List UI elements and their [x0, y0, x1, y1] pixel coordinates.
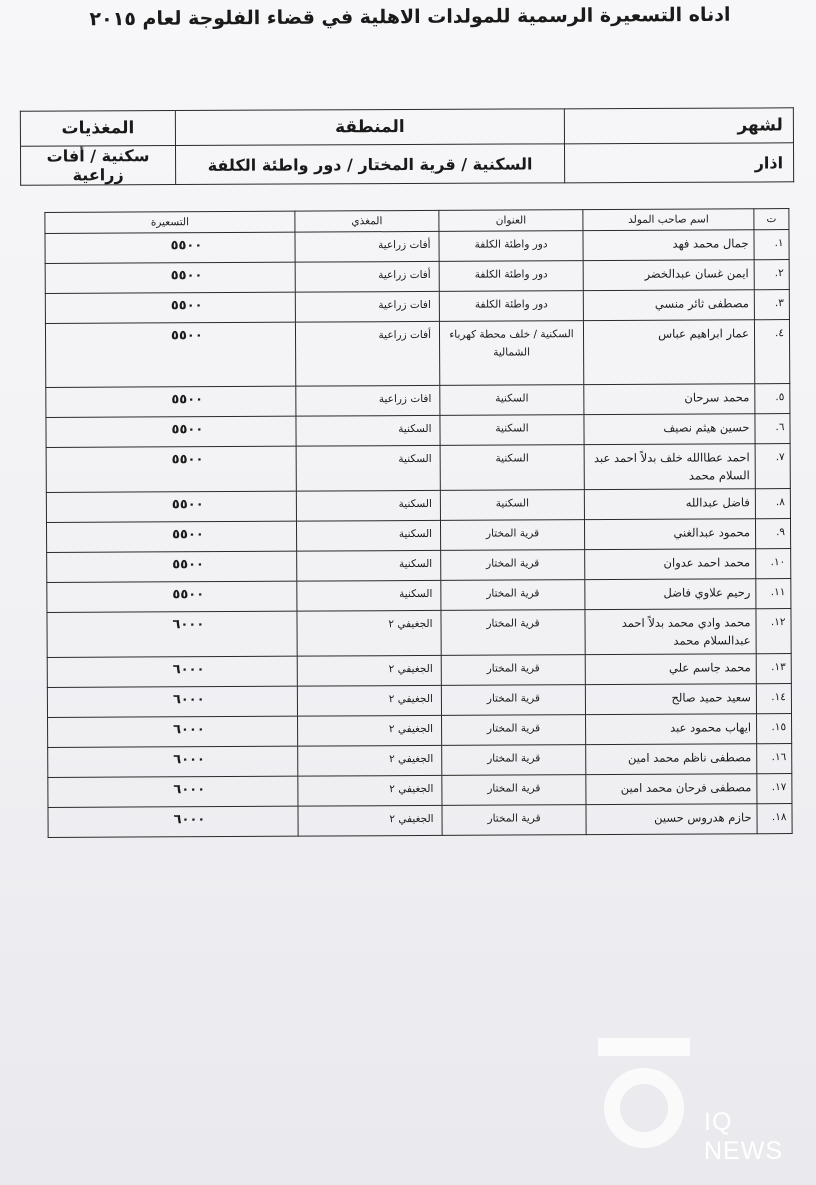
summary-feeders-value: سكنية / أفات زراعية: [20, 146, 175, 186]
row-number-cell: ١٣.: [756, 654, 791, 684]
owner-name-cell: مصطفى ثائر منسي: [583, 290, 754, 321]
price-cell: ٦٠٠٠: [48, 716, 298, 747]
address-cell: السكنية: [440, 415, 584, 446]
address-cell: قرية المختار: [441, 655, 585, 686]
row-number-cell: ١٤.: [756, 684, 791, 714]
feeder-cell: أفات زراعية: [295, 261, 439, 292]
table-row: [46, 444, 790, 493]
price-cell: ٦٠٠٠: [47, 686, 297, 717]
row-number-cell: ١٢.: [756, 609, 791, 654]
feeder-cell: الجغيفي ٢: [298, 775, 442, 806]
summary-month-value: اذار: [564, 143, 793, 183]
row-number-cell: ٥.: [755, 384, 790, 414]
price-cell: ٦٠٠٠: [47, 656, 297, 687]
table-row: [46, 384, 790, 418]
feeder-cell: الجغيفي ٢: [298, 745, 442, 776]
iq-news-watermark-text: IQ NEWS: [704, 1108, 783, 1165]
row-number-cell: ١١.: [756, 579, 791, 609]
price-cell: ٥٥٠٠: [46, 521, 296, 552]
col-header-address: العنوان: [439, 210, 583, 232]
generators-table: [44, 208, 792, 838]
owner-name-cell: جمال محمد فهد: [583, 230, 754, 261]
address-cell: قرية المختار: [441, 610, 585, 656]
owner-name-cell: محمد جاسم علي: [585, 654, 756, 685]
price-cell: ٥٥٠٠: [45, 322, 295, 387]
col-header-owner: اسم صاحب المولد: [583, 209, 754, 231]
owner-name-cell: سعيد حميد صالح: [585, 684, 756, 715]
owner-name-cell: عمار ابراهيم عباس: [583, 320, 754, 385]
owner-name-cell: محمود عبدالغني: [584, 519, 755, 550]
row-number-cell: ٨.: [755, 489, 790, 519]
address-cell: دور واطئة الكلفة: [439, 261, 583, 292]
price-cell: ٥٥٠٠: [46, 386, 296, 417]
col-header-num: ت: [754, 209, 789, 230]
price-cell: ٥٥٠٠: [45, 232, 295, 263]
summary-header-row: [20, 108, 793, 146]
owner-name-cell: رحيم علاوي فاضل: [585, 579, 756, 610]
row-number-cell: ١٦.: [757, 744, 792, 774]
owner-name-cell: ايهاب محمود عبد: [586, 714, 757, 745]
address-cell: قرية المختار: [442, 745, 586, 776]
address-cell: السكنية: [440, 385, 584, 416]
owner-name-cell: احمد عطاالله خلف بدلاً احمد عبد السلام محمد: [584, 444, 755, 490]
address-cell: قرية المختار: [442, 805, 586, 836]
table-row: [47, 549, 791, 583]
owner-name-cell: حسين هيثم نصيف: [584, 414, 755, 445]
feeder-cell: الجغيفي ٢: [297, 655, 441, 686]
feeder-cell: السكنية: [296, 415, 440, 446]
table-row: [48, 714, 792, 748]
summary-table: [20, 107, 794, 185]
feeder-cell: السكنية: [297, 550, 441, 581]
feeder-cell: السكنية: [296, 445, 440, 491]
feeder-cell: أفات زراعية: [295, 321, 439, 386]
address-cell: دور واطئة الكلفة: [439, 231, 583, 262]
feeder-cell: السكنية: [297, 580, 441, 611]
table-row: [45, 230, 789, 264]
table-row: [46, 414, 790, 448]
row-number-cell: ٢.: [754, 260, 789, 290]
table-row: [47, 609, 791, 658]
owner-name-cell: مصطفى ناظم محمد امين: [586, 744, 757, 775]
table-row: [48, 744, 792, 778]
address-cell: السكنية / خلف محطة كهرباء الشمالية: [439, 321, 583, 386]
price-cell: ٥٥٠٠: [47, 551, 297, 582]
price-cell: ٦٠٠٠: [47, 611, 297, 657]
address-cell: قرية المختار: [441, 550, 585, 581]
col-header-feeder: المغذي: [295, 210, 439, 232]
row-number-cell: ٧.: [755, 444, 790, 489]
summary-month-header: لشهر: [564, 108, 793, 144]
address-cell: قرية المختار: [442, 715, 586, 746]
table-row: [47, 579, 791, 613]
address-cell: دور واطئة الكلفة: [439, 291, 583, 322]
owner-name-cell: محمد سرحان: [584, 384, 755, 415]
table-row: [45, 290, 789, 324]
feeder-cell: الجغيفي ٢: [297, 685, 441, 716]
owner-name-cell: حازم هدروس حسين: [586, 804, 757, 835]
feeder-cell: أفات زراعية: [295, 231, 439, 262]
owner-name-cell: محمد وادي محمد بدلاً احمد عبدالسلام محمد: [585, 609, 756, 655]
summary-region-header: المنطقة: [175, 109, 564, 146]
address-cell: قرية المختار: [441, 580, 585, 611]
table-row: [46, 489, 790, 523]
price-cell: ٥٥٠٠: [47, 581, 297, 612]
row-number-cell: ١٥.: [757, 714, 792, 744]
row-number-cell: ١٠.: [756, 549, 791, 579]
owner-name-cell: محمد احمد عدوان: [585, 549, 756, 580]
table-row: [47, 654, 791, 688]
price-cell: ٦٠٠٠: [48, 776, 298, 807]
summary-region-value: السكنية / قرية المختار / دور واطئة الكلفة: [175, 144, 564, 185]
price-cell: ٥٥٠٠: [46, 491, 296, 522]
feeder-cell: السكنية: [296, 520, 440, 551]
page-title: ادناه التسعيرة الرسمية للمولدات الاهلية في قضاء الفلوجة لعام ٢٠١٥: [89, 3, 731, 31]
address-cell: قرية المختار: [440, 520, 584, 551]
feeder-cell: الجغيفي ٢: [297, 610, 441, 656]
table-row: [48, 804, 792, 838]
owner-name-cell: ايمن غسان عبدالخضر: [583, 260, 754, 291]
table-row: [47, 684, 791, 718]
row-number-cell: ٦.: [755, 414, 790, 444]
price-cell: ٥٥٠٠: [46, 416, 296, 447]
address-cell: قرية المختار: [442, 775, 586, 806]
row-number-cell: ٤.: [754, 320, 789, 384]
feeder-cell: السكنية: [296, 490, 440, 521]
summary-feeders-header: المغذيات: [20, 111, 175, 147]
price-cell: ٦٠٠٠: [48, 746, 298, 777]
table-row: [45, 320, 789, 388]
price-cell: ٥٥٠٠: [46, 446, 296, 492]
row-number-cell: ٣.: [754, 290, 789, 320]
feeder-cell: الجغيفي ٢: [298, 805, 442, 836]
owner-name-cell: فاضل عبدالله: [584, 489, 755, 520]
feeder-cell: الجغيفي ٢: [298, 715, 442, 746]
col-header-price: التسعيرة: [45, 211, 295, 233]
price-cell: ٥٥٠٠: [45, 292, 295, 323]
table-row: [46, 519, 790, 553]
price-cell: ٦٠٠٠: [48, 806, 298, 837]
row-number-cell: ١.: [754, 230, 789, 260]
address-cell: قرية المختار: [441, 685, 585, 716]
feeder-cell: افات زراعية: [296, 385, 440, 416]
owner-name-cell: مصطفى فرحان محمد امين: [586, 774, 757, 805]
address-cell: السكنية: [440, 445, 584, 491]
row-number-cell: ١٨.: [757, 804, 792, 834]
summary-value-row: [20, 143, 793, 185]
table-row: [45, 260, 789, 294]
table-row: [48, 774, 792, 808]
row-number-cell: ٩.: [755, 519, 790, 549]
feeder-cell: افات زراعية: [295, 291, 439, 322]
price-cell: ٥٥٠٠: [45, 262, 295, 293]
generators-table-body: [45, 230, 792, 838]
row-number-cell: ١٧.: [757, 774, 792, 804]
address-cell: السكنية: [440, 490, 584, 521]
